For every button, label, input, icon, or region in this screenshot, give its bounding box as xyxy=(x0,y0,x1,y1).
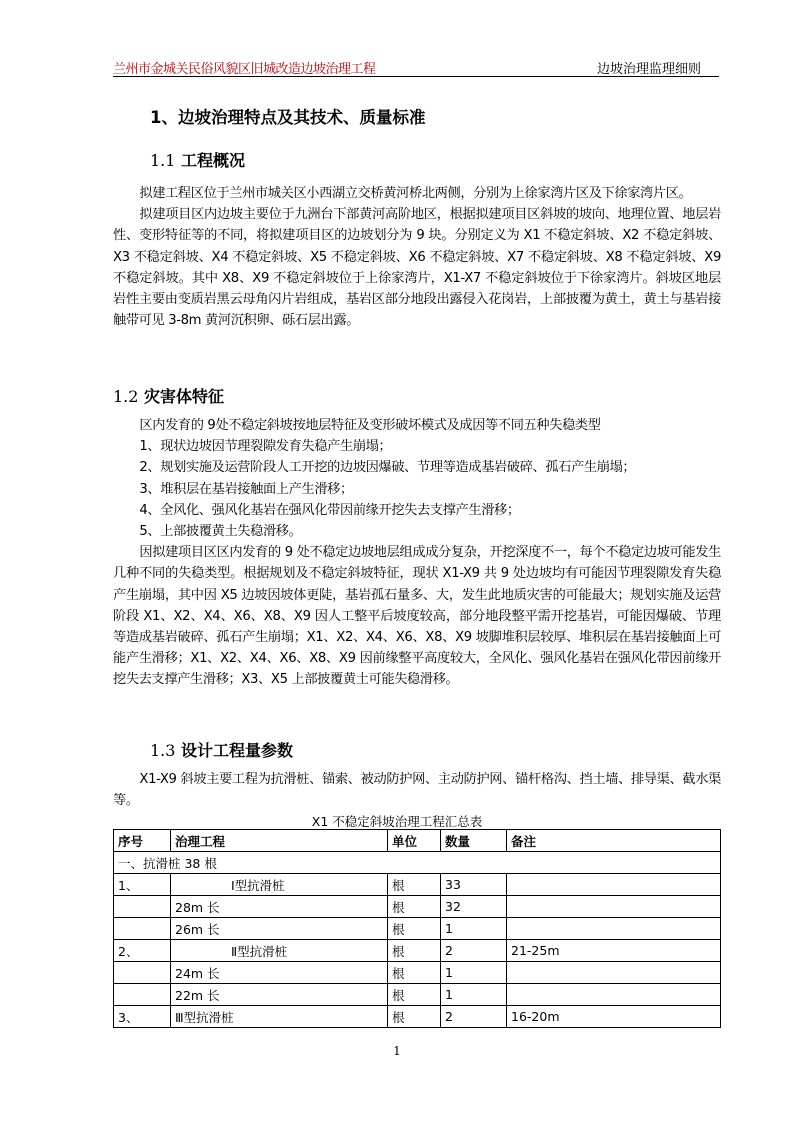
header-cell-remark: 备注 xyxy=(507,830,721,852)
section-title: 灾害体特征 xyxy=(144,387,225,406)
section-1-3-heading xyxy=(150,738,293,761)
list-item: 3、堆积层在基岩接触面上产生滑移； xyxy=(139,481,353,497)
table-cell: 24m 长 xyxy=(171,962,388,984)
table-row xyxy=(114,1006,721,1028)
header-project-title: 兰州市金城关民俗风貌区旧城改造边坡治理工程 xyxy=(113,62,376,77)
table-cell: 28m 长 xyxy=(171,896,388,918)
table-cell xyxy=(507,984,721,1006)
table-group-row xyxy=(114,852,721,874)
list-item: 4、全风化、强风化基岩在强风化带因前缘开挖失去支撑产生滑移； xyxy=(139,502,520,518)
table-cell: 16-20m xyxy=(507,1006,721,1028)
table-cell: 根 xyxy=(388,940,441,962)
paragraph: 因拟建项目区区内发育的 9 处不稳定边坡地层组成成分复杂，开挖深度不一，每个不稳定边坡可能发生几种不同的失稳类型。根据规划及不稳定斜坡特征，现状 X1-X9 共 9 处边坡均有可能因节理裂隙发育失稳产生崩塌，其中因 X5 边坡因坡体更陡，基岩孤石量多、大，发生此地质灾害的可能最大；规划实施及运营阶段 X1、X2、X4、X6、X8、X9 因人工整平后坡度较高，部分地段整平需开挖基岩，可能因爆破、节理等造成基岩破碎、孤石产生崩塌；X1、X2、X4、X6、X8、X9 坡脚堆积层较厚、堆积层在基岩接触面上可能产生滑移；X1、X2、X4、X6、X8、X9 因前缘整平高度较大，全风化、强风化基岩在强风化带因前缘开挖失去支撑产生滑移；X3、X5 上部披覆黄土可能失稳滑移。 xyxy=(113,545,721,688)
table-cell: 22m 长 xyxy=(171,984,388,1006)
page-number: 1 xyxy=(393,1044,401,1058)
table-cell: 26m 长 xyxy=(171,918,388,940)
paragraph: 区内发育的 9处不稳定斜坡按地层特征及变形破坏模式及成因等不同五种失稳类型 xyxy=(139,418,601,433)
list-item: 1、现状边坡因节理裂隙发育失稳产生崩塌； xyxy=(139,439,392,455)
table-cell: 1、 xyxy=(114,874,171,896)
table-cell: 21-25m xyxy=(507,940,721,962)
table-cell: 根 xyxy=(388,984,441,1006)
table-row xyxy=(114,896,721,918)
section-1-1-body xyxy=(113,183,721,331)
table-cell xyxy=(507,962,721,984)
table-cell: 3、 xyxy=(114,1006,171,1028)
section-1-3-body xyxy=(113,769,721,811)
list-item: 2、规划实施及运营阶段人工开挖的边坡因爆破、节理等造成基岩破碎、孤石产生崩塌； xyxy=(139,460,636,476)
table-cell xyxy=(114,962,171,984)
header-document-title: 边坡治理监理细则 xyxy=(596,62,701,77)
table-cell: 1 xyxy=(441,984,507,1006)
header-cell-quantity: 数量 xyxy=(441,830,507,852)
table-cell: 32 xyxy=(441,896,507,918)
table-cell xyxy=(114,918,171,940)
paragraph: 拟建工程区位于兰州市城关区小西湖立交桥黄河桥北两侧，分别为上徐家湾片区及下徐家湾片区。 xyxy=(139,186,692,201)
table-cell: 根 xyxy=(388,1006,441,1028)
table-cell xyxy=(114,896,171,918)
table-cell xyxy=(507,896,721,918)
table-row xyxy=(114,984,721,1006)
section-1-2-heading xyxy=(113,384,224,407)
table-cell: 2 xyxy=(441,940,507,962)
table-row xyxy=(114,918,721,940)
section-number: 1.1 xyxy=(150,151,176,170)
header-cell-unit: 单位 xyxy=(388,830,441,852)
paragraph: 拟建项目区内边坡主要位于九洲台下部黄河高阶地区，根据拟建项目区斜坡的坡向、地理位置、地层岩性、变形特征等的不同，将拟建项目区的边坡划分为 9 块。分别定义为 X1 不稳定斜坡、X2 不稳定斜坡、X3 不稳定斜坡、X4 不稳定斜坡、X5 不稳定斜坡、X6 不稳定斜坡、X7 不稳定斜坡、X8 不稳定斜坡、X9 不稳定斜坡。其中 X8、X9 不稳定斜坡位于上徐家湾片，X1-X7 不稳定斜坡位于下徐家湾片。斜坡区地层岩性主要由变质岩黑云母角闪片岩组成，基岩区部分地段出露侵入花岗岩，上部披覆为黄土，黄土与基岩接触带可见 3-8m 黄河沉积卵、砾石层出露。 xyxy=(113,207,721,329)
table-cell: 根 xyxy=(388,896,441,918)
group-label: 一、抗滑桩 38 根 xyxy=(114,852,721,874)
header-cell-work: 治理工程 xyxy=(171,830,388,852)
table-cell xyxy=(114,984,171,1006)
section-title: 设计工程量参数 xyxy=(181,741,294,760)
table-cell xyxy=(507,918,721,940)
section-1-2-body xyxy=(113,415,721,691)
table-cell: 33 xyxy=(441,874,507,896)
table-cell: 根 xyxy=(388,874,441,896)
table-cell: 根 xyxy=(388,962,441,984)
table-cell: Ⅰ型抗滑桩 xyxy=(171,874,388,896)
table-cell: 1 xyxy=(441,918,507,940)
table-cell: 2、 xyxy=(114,940,171,962)
list-item: 5、上部披覆黄土失稳滑移。 xyxy=(139,524,302,540)
table-header-row xyxy=(114,830,721,852)
header-cell-index: 序号 xyxy=(114,830,171,852)
table-cell: 根 xyxy=(388,918,441,940)
table-cell: 1 xyxy=(441,962,507,984)
summary-table xyxy=(113,829,721,1028)
table-cell: 2 xyxy=(441,1006,507,1028)
table-cell xyxy=(507,874,721,896)
section-number: 1.2 xyxy=(113,387,139,406)
table-cell: Ⅲ型抗滑桩 xyxy=(171,1006,388,1028)
section-title: 工程概况 xyxy=(181,151,246,170)
section-1-heading: 1、边坡治理特点及其技术、质量标准 xyxy=(150,108,426,127)
table-row xyxy=(114,874,721,896)
table-caption: X1 不稳定斜坡治理工程汇总表 xyxy=(311,814,483,829)
section-1-1-heading xyxy=(150,148,245,171)
table-cell: Ⅱ型抗滑桩 xyxy=(171,940,388,962)
page-header xyxy=(113,56,719,77)
table-row xyxy=(114,940,721,962)
section-number: 1.3 xyxy=(150,741,176,760)
paragraph: X1-X9 斜坡主要工程为抗滑桩、锚索、被动防护网、主动防护网、锚杆格沟、挡土墙、排导渠、截水渠等。 xyxy=(113,772,721,809)
table-row xyxy=(114,962,721,984)
